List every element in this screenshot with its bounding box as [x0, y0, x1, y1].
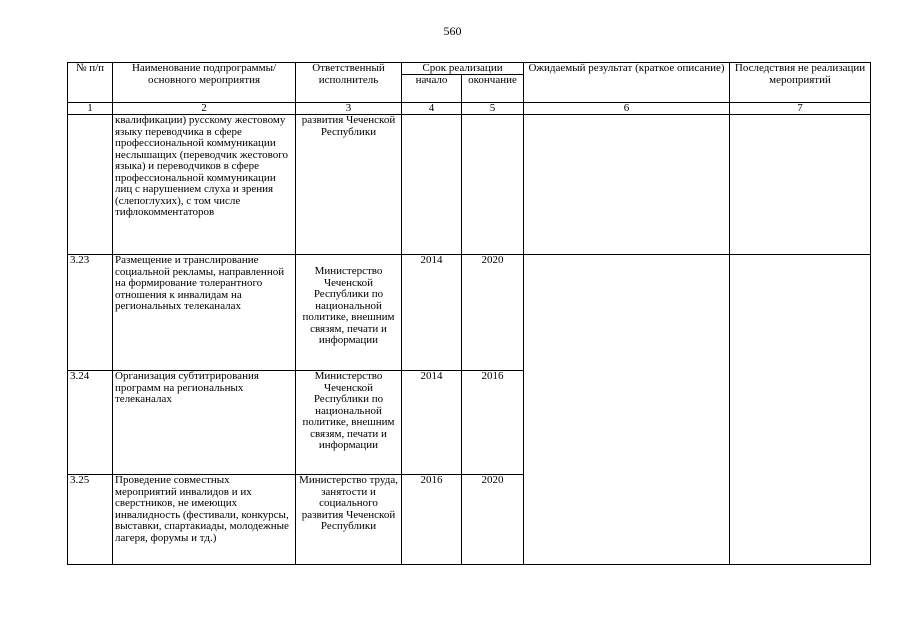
col-number-6: 6 [524, 103, 730, 115]
measures-table [67, 62, 871, 565]
header-name: Наименование подпрограммы/ основного мероприятия [113, 63, 296, 103]
row-num: 3.25 [68, 475, 113, 565]
col-number-7: 7 [730, 103, 871, 115]
row-name: Размещение и транслирование социальной рекламы, направленной на формирование толерантного отношения к инвалидам на региональных телеканалах [113, 255, 296, 371]
row-result [524, 115, 730, 255]
row-name: Организация субтитрирования программ на региональных телеканалах [113, 371, 296, 475]
col-number-4: 4 [402, 103, 462, 115]
row-consequences [730, 255, 871, 565]
row-end: 2020 [462, 255, 524, 371]
row-name: Проведение совместных мероприятий инвалидов и их сверстников, не имеющих инвалидность (фестивали, конкурсы, выставки, спартакиады, молодежные лагеря, форумы и тд.) [113, 475, 296, 565]
row-start: 2014 [402, 255, 462, 371]
col-number-3: 3 [296, 103, 402, 115]
row-start: 2014 [402, 371, 462, 475]
row-name: квалификации) русскому жестовому языку переводчика в сфере профессиональной коммуникации неслышащих (переводчик жестового языка) и переводчиков в сфере профессиональной коммуникации лиц с нарушением слуха и зрения (слепоглухих), с том числе тифлокомментаторов [113, 115, 296, 255]
row-result [524, 255, 730, 565]
header-consequences: Последствия не реализации мероприятий [730, 63, 871, 103]
row-end [462, 115, 524, 255]
row-num: 3.24 [68, 371, 113, 475]
table-row [68, 255, 871, 371]
row-start: 2016 [402, 475, 462, 565]
row-executor: Министерство Чеченской Республики по национальной политике, внешним связям, печати и информации [296, 255, 402, 371]
page-number: 560 [443, 24, 462, 38]
header-row [68, 63, 871, 75]
header-result: Ожидаемый результат (краткое описание) [524, 63, 730, 103]
row-consequences [730, 115, 871, 255]
row-end: 2016 [462, 371, 524, 475]
col-number-2: 2 [113, 103, 296, 115]
row-executor: Министерство Чеченской Республики по национальной политике, внешним связям, печати и информации [296, 371, 402, 475]
header-period: Срок реализации [402, 63, 524, 75]
header-end: окончание [462, 75, 524, 103]
row-start [402, 115, 462, 255]
header-num: № п/п [68, 63, 113, 103]
table-row [68, 115, 871, 255]
col-number-5: 5 [462, 103, 524, 115]
row-end: 2020 [462, 475, 524, 565]
row-executor: развития Чеченской Республики [296, 115, 402, 255]
col-number-1: 1 [68, 103, 113, 115]
row-num: 3.23 [68, 255, 113, 371]
header-start: начало [402, 75, 462, 103]
header-executor: Ответственный исполнитель [296, 63, 402, 103]
column-number-row [68, 103, 871, 115]
row-executor: Министерство труда, занятости и социального развития Чеченской Республики [296, 475, 402, 565]
row-num [68, 115, 113, 255]
